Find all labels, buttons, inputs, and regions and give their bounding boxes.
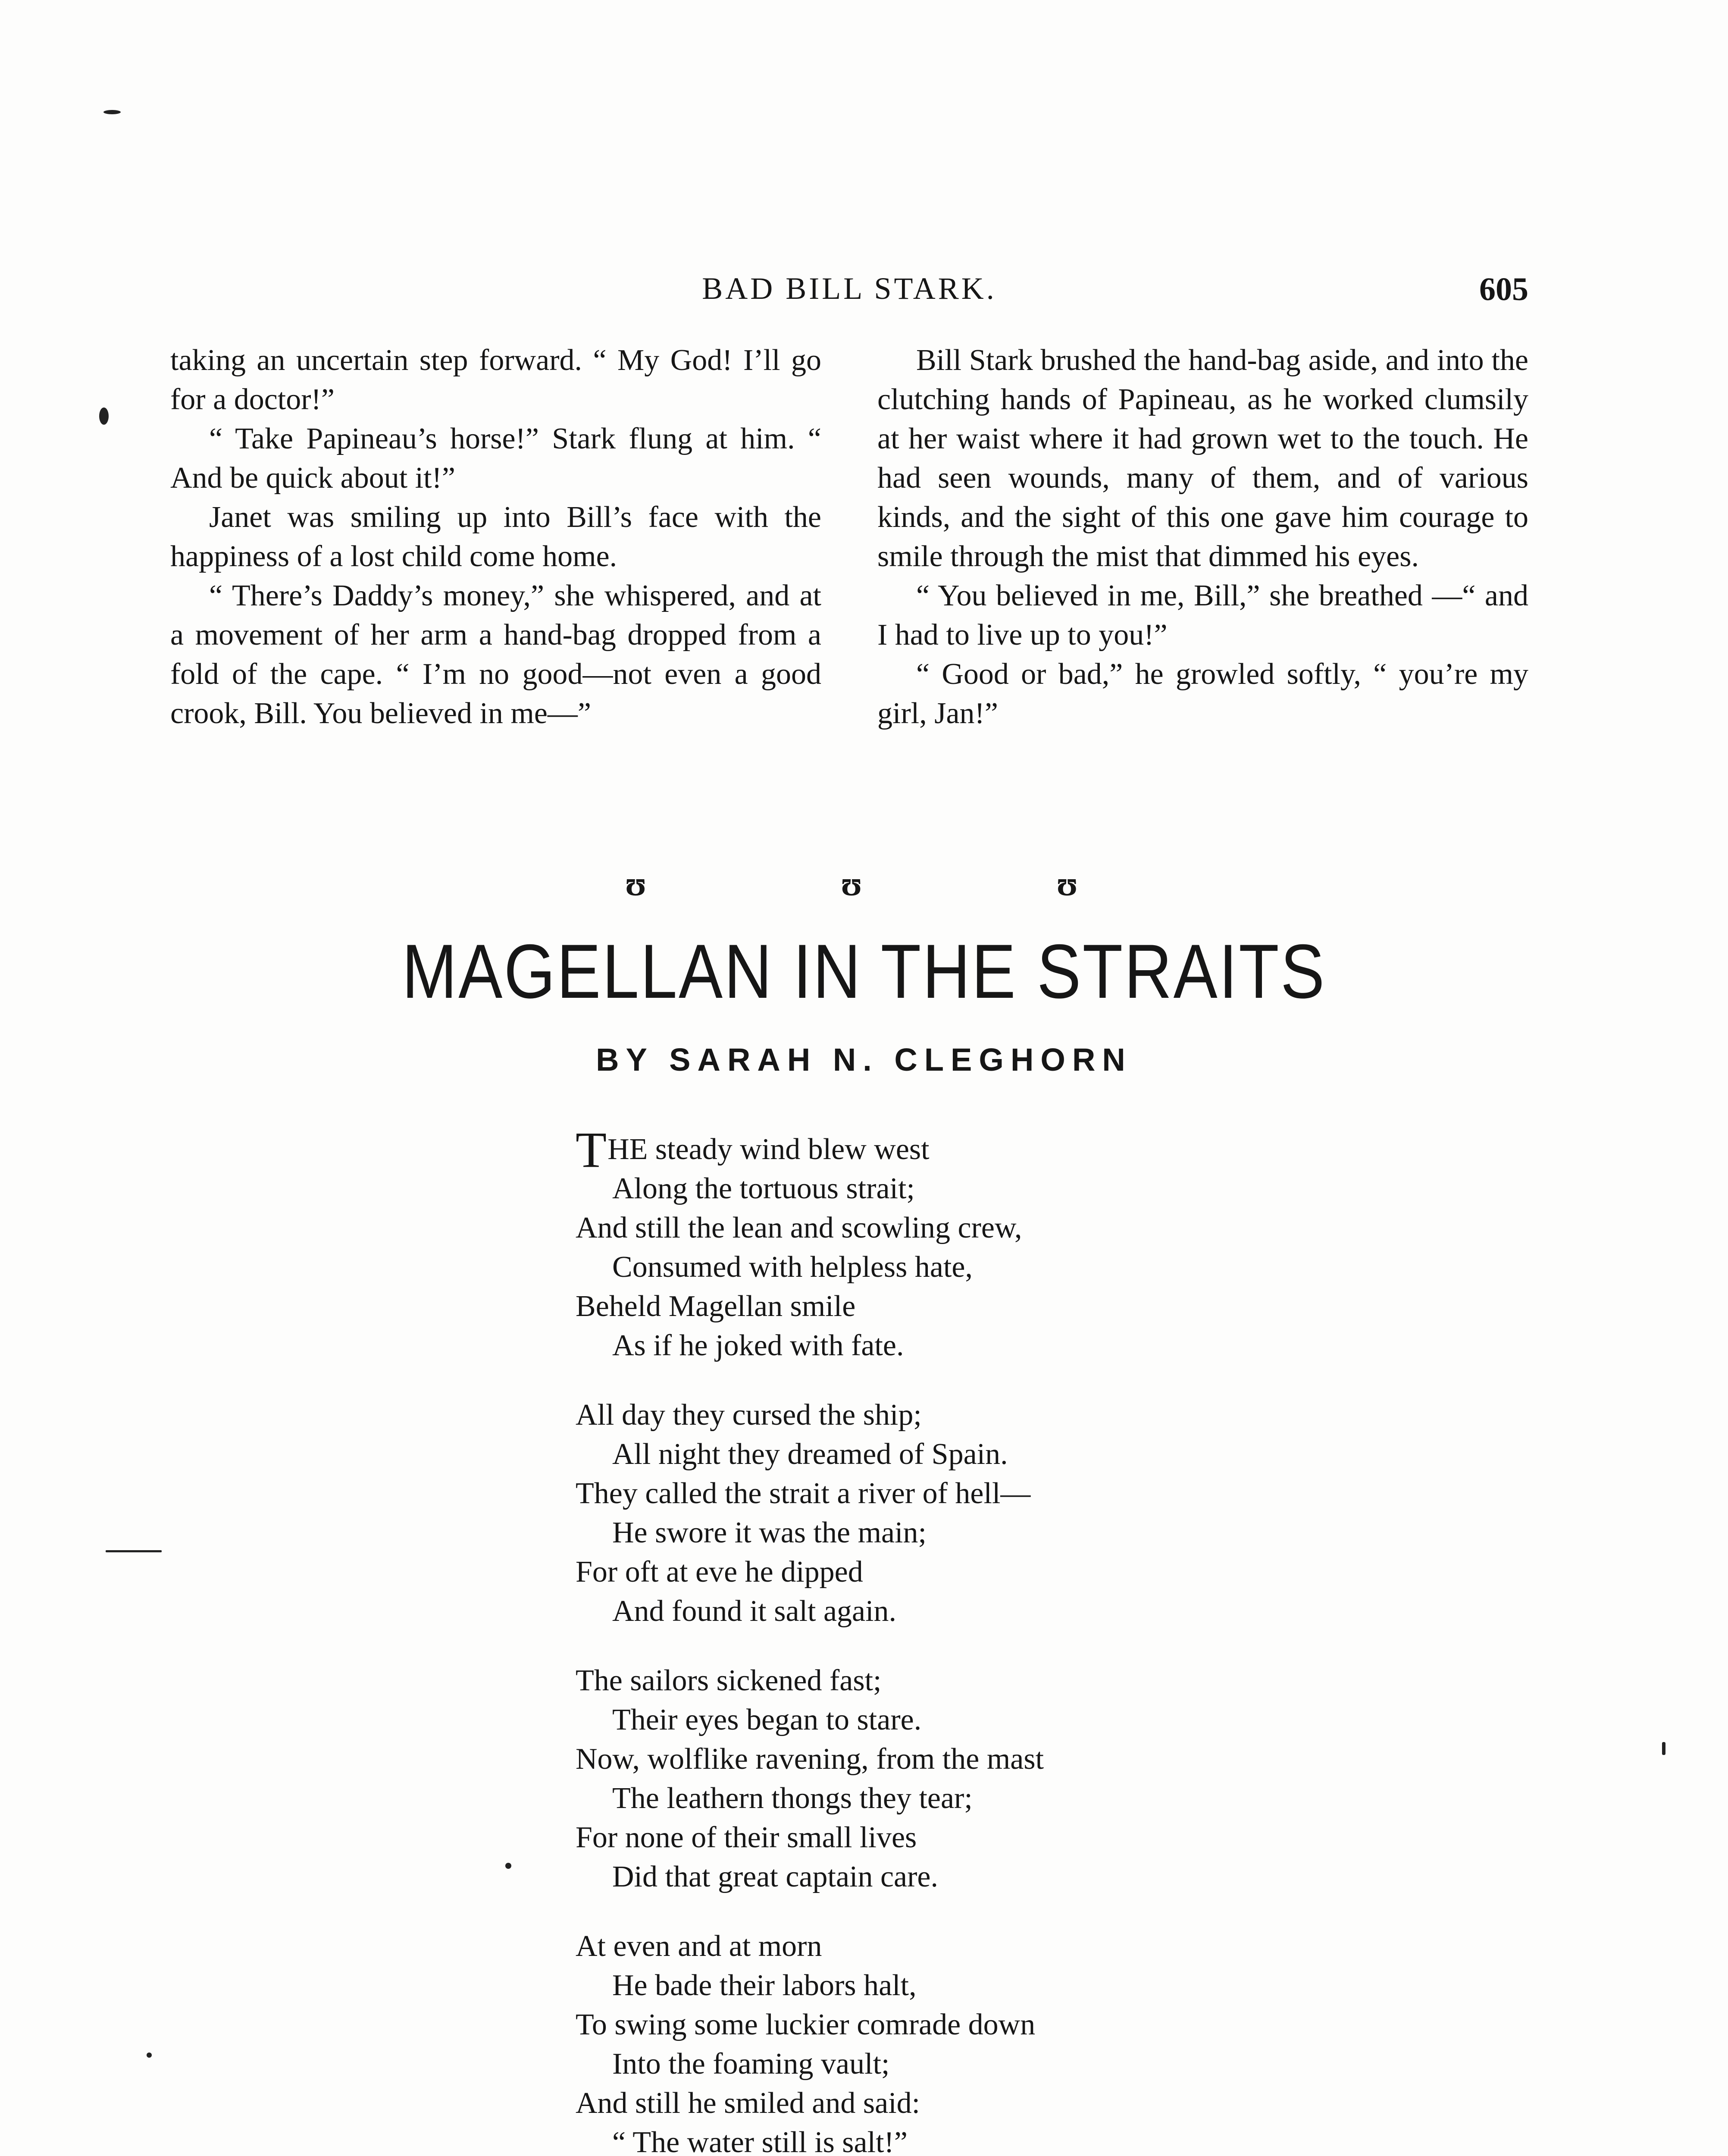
running-title: BAD BILL STARK. xyxy=(702,271,997,306)
stanza xyxy=(576,1395,1222,1631)
poem-line: At even and at morn xyxy=(576,1930,822,1963)
poem-line: The leathern thongs they tear; xyxy=(612,1782,973,1815)
story-columns xyxy=(170,341,1528,733)
page-number: 605 xyxy=(1479,271,1528,307)
paragraph: “ Good or bad,” he growled softly, “ you’re my girl, Jan!” xyxy=(877,658,1528,730)
poem-line: For oft at eve he dipped xyxy=(576,1555,863,1589)
stanza xyxy=(576,1661,1222,1896)
scan-speck xyxy=(1662,1742,1665,1755)
poem-line: For none of their small lives xyxy=(576,1821,917,1854)
ornament-icon: ʊ xyxy=(1056,865,1078,903)
poem-line: Consumed with helpless hate, xyxy=(612,1250,973,1284)
poem-line: And still he smiled and said: xyxy=(576,2087,920,2120)
paragraph: Bill Stark brushed the hand-bag aside, and into the clutching hands of Papineau, as he worked clumsily at her waist where it had grown wet to the touch. He had seen wounds, many of them, and of various kinds, and the sight of this one gave him courage to smile through the mist that dimmed his eyes. xyxy=(877,344,1528,573)
poem-line: As if he joked with fate. xyxy=(612,1329,904,1362)
scan-speck xyxy=(147,2053,152,2058)
ornament-icon: ʊ xyxy=(625,865,647,903)
stanza xyxy=(576,1122,1222,1365)
poem-line: And still the lean and scowling crew, xyxy=(576,1211,1022,1244)
poem-line: Did that great captain care. xyxy=(612,1860,938,1893)
poem-line: All night they dreamed of Spain. xyxy=(612,1438,1008,1471)
paragraph: Janet was smiling up into Bill’s face with the happiness of a lost child come home. xyxy=(170,501,821,573)
poem-line: To swing some luckier comrade down xyxy=(576,2008,1036,2041)
paragraph: “ Take Papineau’s horse!” Stark flung at him. “ And be quick about it!” xyxy=(170,422,821,495)
running-head xyxy=(170,271,1528,310)
article-title: MAGELLAN IN THE STRAITS xyxy=(402,928,1326,1014)
poem-line: The sailors sickened fast; xyxy=(576,1664,882,1697)
paragraph: “ You believed in me, Bill,” she breathed —“ and I had to live up to you!” xyxy=(877,579,1528,652)
poem-line: And found it salt again. xyxy=(612,1595,897,1628)
scan-speck xyxy=(99,407,109,425)
poem xyxy=(576,1122,1222,2156)
poem-line: He bade their labors halt, xyxy=(612,1969,917,2002)
poem-line: Now, wolflike ravening, from the mast xyxy=(576,1742,1044,1776)
scan-speck xyxy=(103,110,121,114)
poem-line: Their eyes began to stare. xyxy=(612,1703,922,1736)
scan-speck xyxy=(505,1863,511,1869)
poem-line: He swore it was the main; xyxy=(612,1516,927,1549)
ornament-icon: ʊ xyxy=(841,865,862,903)
byline: BY SARAH N. CLEGHORN xyxy=(596,1042,1132,1078)
drop-cap: T xyxy=(576,1122,607,1178)
scan-speck xyxy=(106,1550,162,1552)
poem-line: THE steady wind blew west xyxy=(576,1122,930,1178)
stanza xyxy=(576,1927,1222,2156)
paragraph: taking an uncertain step forward. “ My God! I’ll go for a doctor!” xyxy=(170,344,821,416)
poem-line: Along the tortuous strait; xyxy=(612,1172,915,1205)
right-column xyxy=(877,341,1528,733)
section-ornaments xyxy=(625,865,1078,904)
poem-line: Beheld Magellan smile xyxy=(576,1290,856,1323)
left-column xyxy=(170,341,821,733)
poem-line: They called the strait a river of hell— xyxy=(576,1477,1031,1510)
paragraph: “ There’s Daddy’s money,” she whispered, and at a movement of her arm a hand-bag dropped from a fold of the cape. “ I’m no good—not even a good crook, Bill. You believed in me—” xyxy=(170,579,821,730)
poem-line: All day they cursed the ship; xyxy=(576,1398,922,1432)
poem-line: Into the foaming vault; xyxy=(612,2047,890,2081)
poem-line: “ The water still is salt!” xyxy=(612,2126,908,2156)
